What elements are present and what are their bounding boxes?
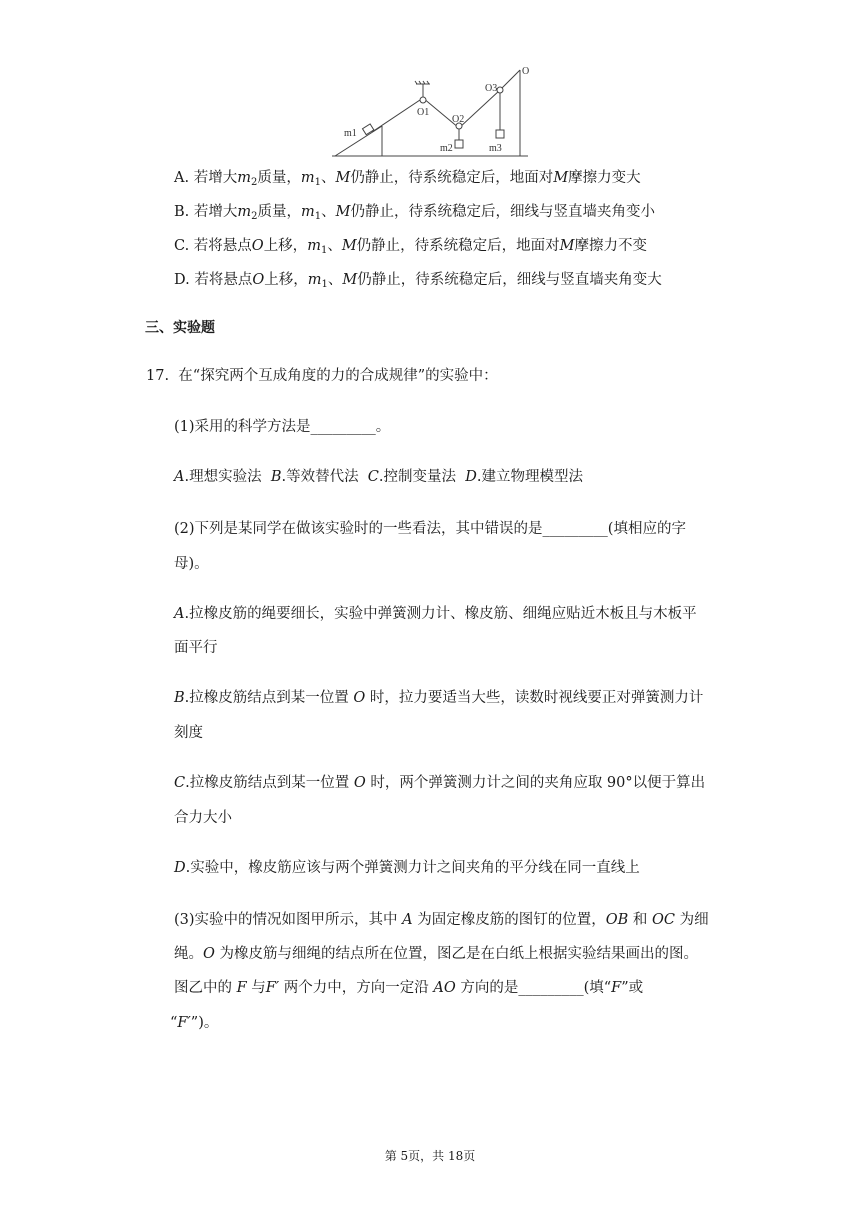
- q17-opt-c-line1: [174, 773, 705, 793]
- sub: 2: [251, 211, 258, 222]
- var: O: [203, 946, 215, 962]
- var: M: [559, 238, 575, 254]
- option-d: [174, 270, 662, 295]
- q17-part1: (1)采用的科学方法是_________。: [174, 419, 391, 435]
- sub: 1: [314, 211, 322, 222]
- question-17-stem: [146, 366, 498, 386]
- var: M: [553, 170, 569, 186]
- var: OB: [605, 912, 629, 928]
- opt-key: A: [174, 606, 185, 622]
- text: 、: [320, 170, 336, 186]
- sub: 1: [320, 245, 328, 256]
- text: 为固定橡皮筋的图钉的位置，: [417, 912, 606, 928]
- q17-part2-line1: (2)下列是某同学在做该实验时的一些看法，其中错误的是_________(填相应的字: [174, 521, 686, 537]
- var: F: [611, 980, 622, 996]
- label-o: O: [522, 66, 530, 77]
- q17-part3-line3: [174, 978, 643, 998]
- sub: 1: [321, 279, 328, 290]
- label-o1: O1: [417, 107, 430, 118]
- q17-opt-b-line1: [174, 688, 703, 708]
- opt-text: .理想实验法: [184, 469, 262, 485]
- option-b: [174, 202, 655, 227]
- opt-text: .控制变量法: [378, 469, 457, 485]
- opt-key: A: [174, 469, 185, 485]
- q17-opt-c-line2: 合力大小: [174, 810, 232, 826]
- opt-key: C: [174, 775, 186, 791]
- string-line: [372, 70, 520, 132]
- var: O: [251, 238, 264, 254]
- q17-part3-line2: [174, 944, 698, 964]
- text: 质量，: [257, 204, 301, 220]
- opt-key: D: [174, 860, 186, 876]
- var: m: [300, 170, 315, 186]
- text: 摩擦力变大: [568, 170, 641, 186]
- text: 方向的是_________(填“: [460, 980, 612, 996]
- text: 摩擦力不变: [574, 238, 648, 254]
- question-number: 17.: [146, 368, 170, 384]
- var: A: [402, 912, 413, 928]
- var: M: [342, 272, 358, 288]
- text: 、: [327, 238, 342, 254]
- pulley-system-figure: [330, 60, 530, 162]
- q17-opt-b-line2: 刻度: [174, 725, 203, 741]
- page-footer: 第 5页，共 18页: [384, 1149, 476, 1163]
- text: 仍静止，待系统稳定后，细线与竖直墙夹角变大: [357, 272, 662, 288]
- q17-opt-a-line1: [174, 604, 697, 624]
- text: 图乙中的: [174, 980, 232, 996]
- var: O: [353, 690, 366, 706]
- text: ”)。: [190, 1015, 219, 1031]
- q17-part3-line4: [170, 1013, 218, 1033]
- var: O: [353, 775, 366, 791]
- var: m: [307, 238, 321, 254]
- opt-key: D: [465, 469, 477, 485]
- label-m3: m3: [489, 143, 502, 154]
- opt-key: B: [270, 469, 282, 485]
- text: 若增大: [193, 170, 238, 186]
- var: m: [237, 170, 251, 186]
- text: 仍静止，待系统稳定后，地面对: [356, 238, 560, 254]
- text: 仍静止，待系统稳定后，地面对: [350, 170, 554, 186]
- sub: 2: [250, 177, 258, 188]
- var: OC: [652, 912, 675, 928]
- option-letter: D.: [174, 272, 190, 288]
- sub: 1: [314, 177, 321, 188]
- text: 若将悬点: [194, 272, 253, 288]
- var: m: [307, 272, 322, 288]
- var: M: [335, 170, 351, 186]
- question-text: 在“探究两个互成角度的力的合成规律”的实验中：: [178, 368, 498, 384]
- text: “: [170, 1015, 178, 1031]
- text: 上移，: [264, 272, 308, 288]
- opt-text: .拉橡皮筋结点到某一位置: [185, 775, 350, 791]
- text: 为细: [679, 912, 709, 928]
- pulley-o3: [497, 87, 503, 93]
- q17-part3-line1: [174, 910, 709, 930]
- section-heading: 三、实验题: [145, 320, 215, 336]
- text: 质量，: [257, 170, 301, 186]
- var: AO: [433, 980, 456, 996]
- text: 和: [632, 912, 648, 928]
- opt-text: .拉橡皮筋结点到某一位置: [184, 690, 349, 706]
- var: M: [341, 238, 357, 254]
- text: 上移，: [263, 238, 308, 254]
- option-letter: A.: [174, 170, 190, 186]
- q17-part1-options: [174, 467, 583, 487]
- text: 绳。: [174, 946, 203, 962]
- option-letter: B.: [174, 204, 190, 220]
- opt-text: .实验中，橡皮筋应该与两个弹簧测力计之间夹角的平分线在同一直线上: [185, 860, 640, 876]
- text: 若增大: [193, 204, 238, 220]
- label-o3: O3: [485, 83, 498, 94]
- opt-text: 时，拉力要适当大些，读数时视线要正对弹簧测力计: [369, 690, 704, 706]
- option-c: [174, 236, 647, 261]
- opt-text: .建立物理模型法: [476, 469, 583, 485]
- var: M: [335, 204, 351, 220]
- opt-text: .等效替代法: [281, 469, 359, 485]
- text: 两个力中，方向一定沿: [283, 980, 429, 996]
- text: ”或: [621, 980, 644, 996]
- text: (3)实验中的情况如图甲所示，其中: [174, 912, 398, 928]
- var: F: [236, 980, 247, 996]
- text: 为橡皮筋与细绳的结点所在位置，图乙是在白纸上根据实验结果画出的图。: [219, 946, 698, 962]
- block-m1: [362, 124, 373, 135]
- var: O: [252, 272, 265, 288]
- opt-text: .拉橡皮筋的绳要细长，实验中弹簧测力计、橡皮筋、细绳应贴近木板且与木板平: [184, 606, 697, 622]
- label-m1: m1: [344, 128, 357, 139]
- text: 、: [321, 204, 336, 220]
- block-m2: [455, 140, 463, 148]
- pulley-o1: [420, 97, 426, 103]
- text: 与: [251, 980, 266, 996]
- var: m: [237, 204, 252, 220]
- label-m2: m2: [440, 143, 453, 154]
- q17-opt-d: [174, 858, 640, 878]
- var: m: [301, 204, 315, 220]
- q17-opt-a-line2: 面平行: [174, 640, 218, 656]
- option-letter: C.: [174, 238, 190, 254]
- label-o2: O2: [452, 114, 465, 125]
- block-m3: [496, 130, 504, 138]
- text: 、: [327, 272, 343, 288]
- text: 若将悬点: [193, 238, 252, 254]
- text: 仍静止，待系统稳定后，细线与竖直墙夹角变小: [350, 204, 655, 220]
- option-a: [174, 168, 641, 193]
- opt-key: C: [367, 469, 379, 485]
- var: F′: [265, 980, 280, 996]
- opt-key: B: [174, 690, 185, 706]
- opt-text: 时，两个弹簧测力计之间的夹角应取 90°以便于算出: [370, 775, 706, 791]
- var: F′: [177, 1015, 191, 1031]
- q17-part2-line2: 母)。: [174, 556, 209, 572]
